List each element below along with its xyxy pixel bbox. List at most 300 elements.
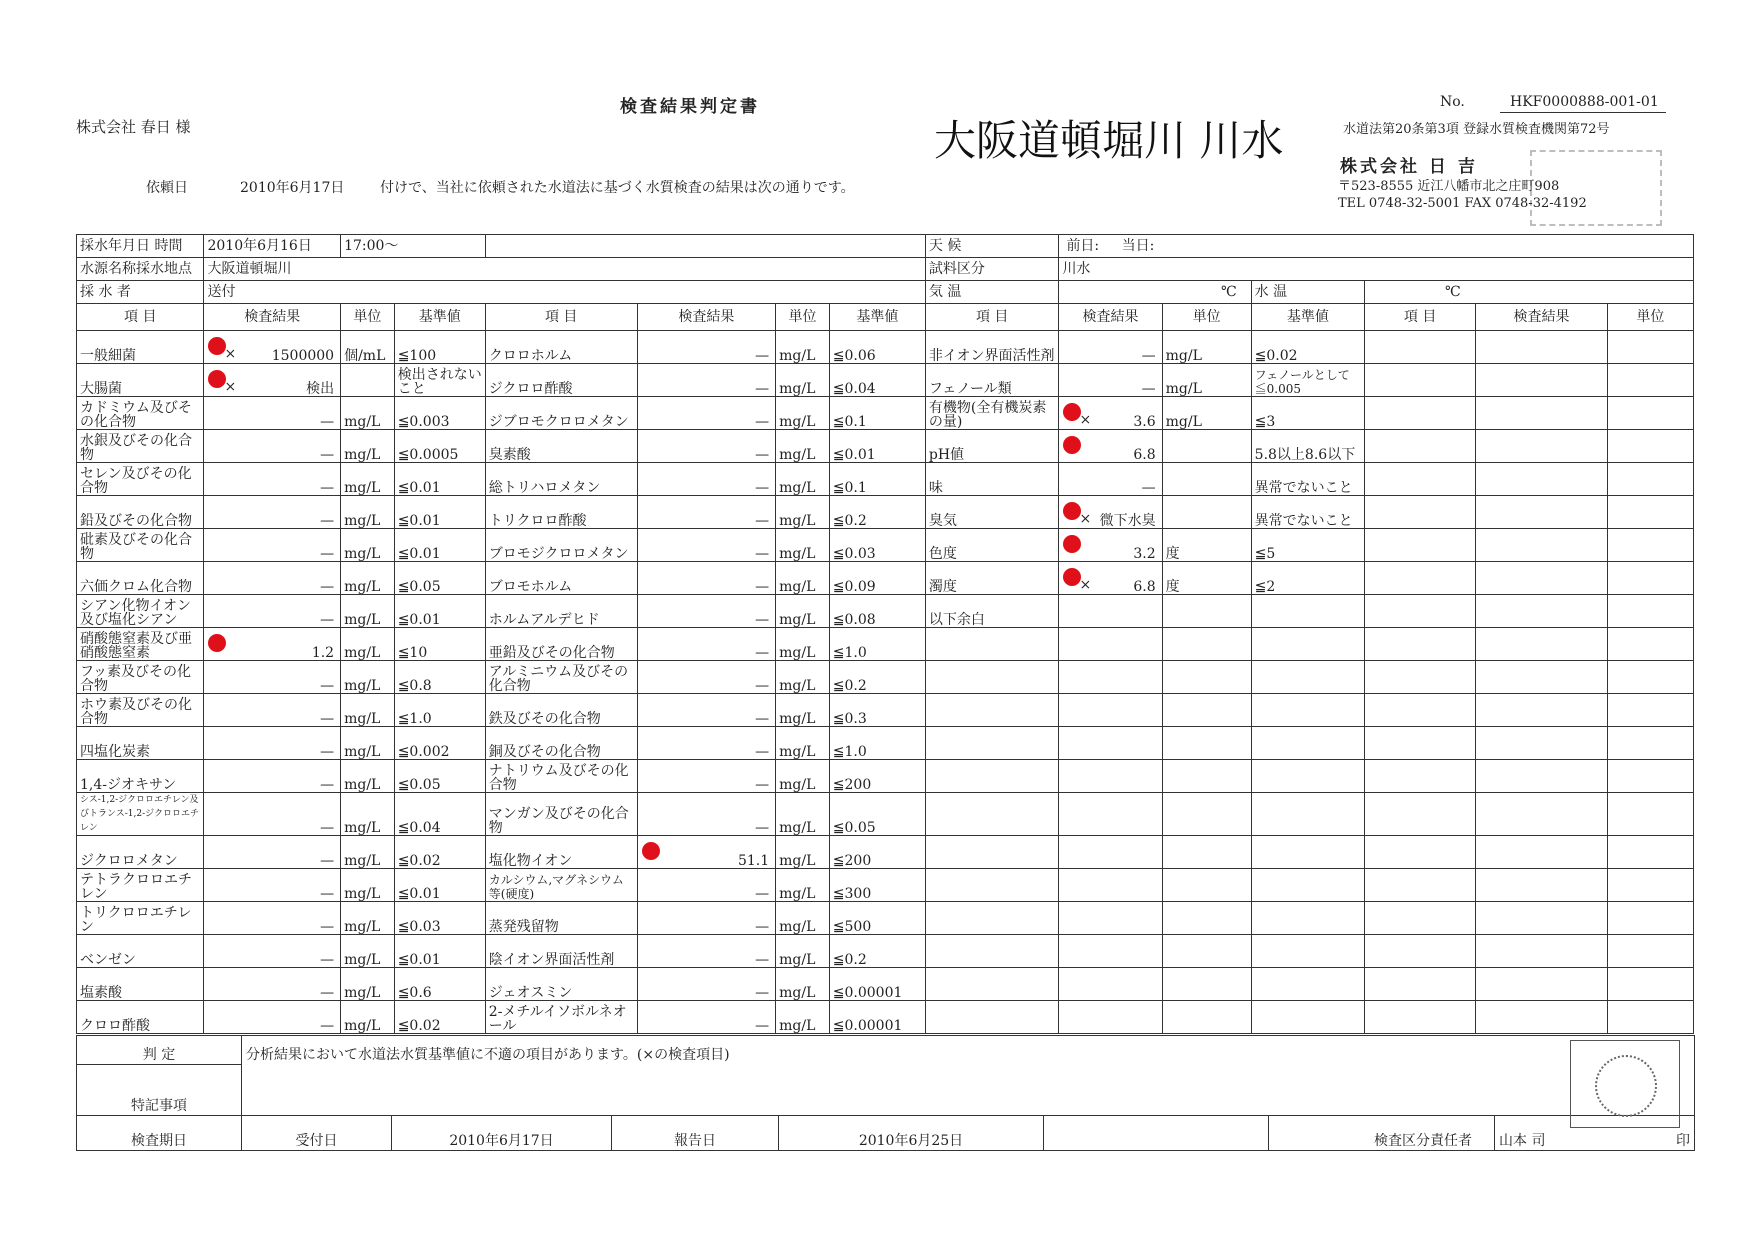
result-value: — bbox=[755, 513, 770, 529]
col1-standard bbox=[394, 463, 485, 496]
col1-item bbox=[77, 694, 204, 727]
result-value: — bbox=[755, 447, 770, 463]
col3-result bbox=[1059, 397, 1162, 430]
period-row bbox=[77, 1116, 1695, 1151]
col4-empty-cell bbox=[1476, 463, 1608, 496]
standard-value: ≦0.09 bbox=[832, 579, 876, 595]
results-table bbox=[76, 234, 1694, 1034]
col3-result bbox=[1059, 430, 1162, 463]
col4-empty-cell bbox=[1607, 1001, 1693, 1034]
col2-item bbox=[485, 496, 637, 529]
col4-item-header: 項 目 bbox=[1364, 304, 1475, 331]
col2-standard bbox=[829, 463, 925, 496]
item-name: カドミウム及びその化合物 bbox=[80, 400, 192, 430]
location-overlay-title: 大阪道頓堀川 川水 bbox=[934, 116, 1284, 165]
col1-standard bbox=[394, 793, 485, 836]
col3-standard bbox=[1251, 529, 1364, 562]
result-value: — bbox=[320, 711, 335, 727]
col1-unit-header: 単位 bbox=[341, 304, 395, 331]
result-value: — bbox=[1141, 480, 1156, 496]
col3-unit bbox=[1162, 836, 1251, 869]
col3-item bbox=[925, 364, 1059, 397]
item-name: 総トリハロメタン bbox=[488, 480, 601, 496]
col1-result bbox=[204, 836, 341, 869]
result-value: — bbox=[755, 480, 770, 496]
col3-result bbox=[1059, 793, 1162, 836]
col3-result bbox=[1059, 869, 1162, 902]
sample-type-label: 試料区分 bbox=[925, 258, 1059, 281]
item-name: 一般細菌 bbox=[80, 348, 136, 364]
col3-item bbox=[925, 902, 1059, 935]
col2-standard bbox=[829, 331, 925, 364]
unit-value: mg/L bbox=[344, 820, 381, 836]
col3-standard bbox=[1251, 902, 1364, 935]
col1-unit bbox=[341, 968, 395, 1001]
col4-empty-cell bbox=[1607, 968, 1693, 1001]
col1-item bbox=[77, 364, 204, 397]
col4-empty-cell bbox=[1364, 869, 1475, 902]
table-row bbox=[77, 595, 1694, 628]
standard-value: ≦10 bbox=[397, 645, 428, 661]
col2-item bbox=[485, 869, 637, 902]
received-date: 2010年6月17日 bbox=[392, 1116, 612, 1151]
col1-unit bbox=[341, 364, 395, 397]
col1-result bbox=[204, 463, 341, 496]
col2-standard bbox=[829, 628, 925, 661]
col2-unit bbox=[776, 463, 830, 496]
col2-standard bbox=[829, 364, 925, 397]
col1-standard bbox=[394, 869, 485, 902]
weather-previous-day: 前日: bbox=[1066, 238, 1100, 254]
unit-value: mg/L bbox=[344, 480, 381, 496]
col4-empty-cell bbox=[1364, 793, 1475, 836]
col1-unit bbox=[341, 793, 395, 836]
col2-unit bbox=[776, 562, 830, 595]
col3-result bbox=[1059, 727, 1162, 760]
col1-item bbox=[77, 661, 204, 694]
result-value: — bbox=[755, 579, 770, 595]
standard-value: ≦0.002 bbox=[397, 744, 450, 760]
result-value: — bbox=[320, 985, 335, 1001]
item-name: クロロホルム bbox=[488, 348, 573, 364]
col3-standard bbox=[1251, 628, 1364, 661]
col2-unit bbox=[776, 968, 830, 1001]
col4-empty-cell bbox=[1607, 331, 1693, 364]
col4-empty-cell bbox=[1364, 430, 1475, 463]
standard-value: ≦0.05 bbox=[397, 579, 441, 595]
unit-value: mg/L bbox=[344, 513, 381, 529]
sample-datetime-label: 採水年月日 時間 bbox=[77, 235, 204, 258]
col2-result bbox=[637, 331, 776, 364]
col3-result bbox=[1059, 760, 1162, 793]
registration-authority: 水道法第20条第3項 登録水質検査機関第72号 bbox=[1343, 122, 1610, 137]
unit-value: mg/L bbox=[1165, 348, 1202, 364]
standard-value: ≦0.01 bbox=[397, 546, 441, 562]
col2-unit bbox=[776, 902, 830, 935]
col4-empty-cell bbox=[1476, 430, 1608, 463]
col2-item bbox=[485, 694, 637, 727]
unit-value: 個/mL bbox=[344, 348, 386, 364]
col2-standard bbox=[829, 397, 925, 430]
result-value: 1.2 bbox=[311, 645, 335, 661]
col3-standard bbox=[1251, 836, 1364, 869]
col3-unit bbox=[1162, 595, 1251, 628]
standard-value: ≦0.2 bbox=[832, 513, 867, 529]
table-row bbox=[77, 694, 1694, 727]
col1-standard bbox=[394, 1001, 485, 1034]
col4-empty-cell bbox=[1364, 661, 1475, 694]
result-value: — bbox=[320, 820, 335, 836]
col4-empty-cell bbox=[1476, 331, 1608, 364]
col1-result bbox=[204, 902, 341, 935]
standard-value: ≦0.05 bbox=[397, 777, 441, 793]
unit-value: mg/L bbox=[1165, 414, 1202, 430]
col2-item bbox=[485, 902, 637, 935]
col3-standard-header: 基準値 bbox=[1251, 304, 1364, 331]
col3-item bbox=[925, 869, 1059, 902]
col1-result bbox=[204, 968, 341, 1001]
water-temp-label: 水 温 bbox=[1251, 281, 1364, 304]
received-label: 受付日 bbox=[242, 1116, 392, 1151]
unit-value: mg/L bbox=[779, 853, 816, 869]
col2-item bbox=[485, 968, 637, 1001]
standard-value: ≦100 bbox=[397, 348, 437, 364]
col3-result bbox=[1059, 331, 1162, 364]
col4-unit-header: 単位 bbox=[1607, 304, 1693, 331]
col2-item bbox=[485, 397, 637, 430]
nonconformity-marker bbox=[642, 842, 660, 860]
item-name: シス-1,2-ジクロロエチレン及びトランス-1,2-ジクロロエチレン bbox=[80, 795, 199, 833]
col4-empty-cell bbox=[1476, 595, 1608, 628]
col2-item bbox=[485, 727, 637, 760]
col4-empty-cell bbox=[1607, 595, 1693, 628]
result-value: — bbox=[755, 744, 770, 760]
nonconformity-marker bbox=[1063, 436, 1081, 454]
col4-empty-cell bbox=[1607, 364, 1693, 397]
item-name: 塩素酸 bbox=[80, 985, 122, 1001]
col4-empty-cell bbox=[1364, 727, 1475, 760]
col3-item bbox=[925, 529, 1059, 562]
col1-standard bbox=[394, 661, 485, 694]
col1-result bbox=[204, 694, 341, 727]
col3-item bbox=[925, 935, 1059, 968]
unit-value: mg/L bbox=[1165, 381, 1202, 397]
result-value: — bbox=[755, 919, 770, 935]
col3-standard bbox=[1251, 661, 1364, 694]
col4-empty-cell bbox=[1364, 760, 1475, 793]
col4-empty-cell bbox=[1476, 529, 1608, 562]
col2-standard bbox=[829, 694, 925, 727]
col1-result bbox=[204, 793, 341, 836]
col3-item bbox=[925, 331, 1059, 364]
col1-item bbox=[77, 793, 204, 836]
unit-value: mg/L bbox=[344, 678, 381, 694]
col1-result bbox=[204, 430, 341, 463]
col2-standard bbox=[829, 935, 925, 968]
col4-empty-cell bbox=[1364, 397, 1475, 430]
col3-unit bbox=[1162, 529, 1251, 562]
col3-result bbox=[1059, 694, 1162, 727]
item-name: ジェオスミン bbox=[488, 985, 573, 1001]
fail-flag: × bbox=[224, 379, 237, 395]
col1-item bbox=[77, 869, 204, 902]
col3-item bbox=[925, 562, 1059, 595]
unit-value: mg/L bbox=[344, 853, 381, 869]
footer-table bbox=[76, 1035, 1695, 1151]
standard-value: ≦0.6 bbox=[397, 985, 432, 1001]
item-name: 鉄及びその化合物 bbox=[488, 711, 601, 727]
result-value: — bbox=[1141, 348, 1156, 364]
col4-empty-cell bbox=[1364, 562, 1475, 595]
unit-value: mg/L bbox=[344, 546, 381, 562]
col1-item bbox=[77, 628, 204, 661]
col2-item bbox=[485, 836, 637, 869]
standard-value: ≦0.3 bbox=[832, 711, 867, 727]
unit-value: mg/L bbox=[779, 447, 816, 463]
item-name: 砒素及びその化合物 bbox=[80, 532, 192, 562]
col4-empty-cell bbox=[1607, 562, 1693, 595]
col4-empty-cell bbox=[1607, 661, 1693, 694]
unit-value: mg/L bbox=[779, 886, 816, 902]
item-name: 亜鉛及びその化合物 bbox=[488, 645, 615, 661]
col4-empty-cell bbox=[1364, 1001, 1475, 1034]
item-name: 硝酸態窒素及び亜硝酸態窒素 bbox=[80, 631, 192, 661]
col1-unit bbox=[341, 397, 395, 430]
standard-value: ≦0.03 bbox=[832, 546, 876, 562]
item-name: 濁度 bbox=[928, 579, 957, 595]
col3-item bbox=[925, 496, 1059, 529]
table-row bbox=[77, 529, 1694, 562]
table-row bbox=[77, 562, 1694, 595]
col1-result bbox=[204, 869, 341, 902]
weather-label: 天 候 bbox=[925, 235, 1059, 258]
col1-standard bbox=[394, 968, 485, 1001]
col4-empty-cell bbox=[1476, 793, 1608, 836]
col3-unit bbox=[1162, 968, 1251, 1001]
col2-result bbox=[637, 430, 776, 463]
standard-value: ≦0.01 bbox=[397, 612, 441, 628]
col1-result bbox=[204, 727, 341, 760]
result-value: 1500000 bbox=[271, 348, 335, 364]
col3-result-header: 検査結果 bbox=[1059, 304, 1162, 331]
col4-empty-cell bbox=[1607, 628, 1693, 661]
sample-type: 川水 bbox=[1059, 258, 1694, 281]
item-name: テトラクロロエチレン bbox=[80, 872, 192, 902]
item-name: アルミニウム及びその化合物 bbox=[488, 664, 629, 694]
col3-item bbox=[925, 661, 1059, 694]
col3-unit bbox=[1162, 628, 1251, 661]
col1-result bbox=[204, 1001, 341, 1034]
sample-time: 17:00～ bbox=[341, 235, 486, 258]
col4-empty-cell bbox=[1364, 364, 1475, 397]
col1-result bbox=[204, 628, 341, 661]
col1-result bbox=[204, 935, 341, 968]
standard-value: フェノールとして≦0.005 bbox=[1254, 368, 1350, 396]
col1-standard bbox=[394, 430, 485, 463]
item-name: ベンゼン bbox=[80, 952, 136, 968]
client-name: 株式会社 春日 様 bbox=[76, 118, 191, 136]
unit-value: mg/L bbox=[779, 985, 816, 1001]
result-value: — bbox=[320, 777, 335, 793]
col2-result bbox=[637, 869, 776, 902]
result-value: — bbox=[320, 414, 335, 430]
result-value: — bbox=[320, 612, 335, 628]
remarks-label: 特記事項 bbox=[77, 1065, 242, 1116]
standard-value: ≦0.2 bbox=[832, 678, 867, 694]
judgment-row bbox=[77, 1036, 1695, 1065]
standard-value: ≦0.0005 bbox=[397, 447, 459, 463]
col4-empty-cell bbox=[1364, 694, 1475, 727]
col3-unit bbox=[1162, 727, 1251, 760]
col2-unit bbox=[776, 793, 830, 836]
standard-value: ≦3 bbox=[1254, 414, 1276, 430]
col2-item bbox=[485, 935, 637, 968]
col4-empty-cell bbox=[1607, 902, 1693, 935]
col1-item bbox=[77, 760, 204, 793]
item-name: 以下余白 bbox=[928, 612, 985, 628]
col2-unit bbox=[776, 331, 830, 364]
item-name: 蒸発残留物 bbox=[488, 919, 559, 935]
table-row bbox=[77, 760, 1694, 793]
unit-value: mg/L bbox=[779, 513, 816, 529]
item-name: 1,4-ジオキサン bbox=[80, 777, 177, 793]
fail-flag: × bbox=[1079, 577, 1092, 593]
table-row bbox=[77, 869, 1694, 902]
standard-value: ≦0.08 bbox=[832, 612, 876, 628]
unit-value: mg/L bbox=[779, 645, 816, 661]
result-value: — bbox=[320, 546, 335, 562]
col3-standard bbox=[1251, 562, 1364, 595]
result-value: — bbox=[320, 744, 335, 760]
item-name: マンガン及びその化合物 bbox=[488, 806, 629, 836]
col1-standard bbox=[394, 529, 485, 562]
col2-standard bbox=[829, 793, 925, 836]
col2-item bbox=[485, 529, 637, 562]
col3-standard bbox=[1251, 364, 1364, 397]
unit-value: mg/L bbox=[344, 777, 381, 793]
col3-unit-header: 単位 bbox=[1162, 304, 1251, 331]
col2-unit bbox=[776, 694, 830, 727]
col2-result bbox=[637, 628, 776, 661]
inspection-seal-stamp bbox=[1570, 1040, 1680, 1128]
standard-value: ≦1.0 bbox=[397, 711, 432, 727]
col3-standard bbox=[1251, 463, 1364, 496]
col2-standard bbox=[829, 430, 925, 463]
col1-unit bbox=[341, 331, 395, 364]
col4-empty-cell bbox=[1607, 869, 1693, 902]
unit-value: mg/L bbox=[344, 744, 381, 760]
col2-result bbox=[637, 364, 776, 397]
col2-unit bbox=[776, 529, 830, 562]
col3-standard bbox=[1251, 869, 1364, 902]
unit-value: mg/L bbox=[779, 546, 816, 562]
standard-value: ≦0.04 bbox=[832, 381, 876, 397]
unit-value: 度 bbox=[1165, 546, 1180, 562]
result-value: 6.8 bbox=[1133, 447, 1156, 463]
col1-item bbox=[77, 727, 204, 760]
doc-number-label: No. bbox=[1440, 94, 1465, 110]
unit-value: 度 bbox=[1165, 579, 1180, 595]
col2-unit bbox=[776, 496, 830, 529]
col1-standard bbox=[394, 694, 485, 727]
unit-value: mg/L bbox=[344, 985, 381, 1001]
standard-value: 検出されないこと bbox=[397, 367, 482, 397]
col2-result bbox=[637, 902, 776, 935]
unit-value: mg/L bbox=[779, 579, 816, 595]
item-name: クロロ酢酸 bbox=[80, 1018, 150, 1034]
col4-empty-cell bbox=[1476, 694, 1608, 727]
col4-empty-cell bbox=[1364, 463, 1475, 496]
col3-standard bbox=[1251, 727, 1364, 760]
item-name: ジブロモクロロメタン bbox=[488, 414, 629, 430]
col2-unit bbox=[776, 397, 830, 430]
unit-value: mg/L bbox=[344, 447, 381, 463]
col4-empty-cell bbox=[1476, 661, 1608, 694]
col2-standard bbox=[829, 496, 925, 529]
col4-empty-cell bbox=[1607, 496, 1693, 529]
standard-value: ≦500 bbox=[832, 919, 872, 935]
result-value: — bbox=[755, 678, 770, 694]
col4-empty-cell bbox=[1607, 430, 1693, 463]
responsible-label: 検査区分責任者 bbox=[1269, 1116, 1495, 1151]
col1-item bbox=[77, 562, 204, 595]
col1-unit bbox=[341, 529, 395, 562]
col2-unit bbox=[776, 595, 830, 628]
standard-value: ≦5 bbox=[1254, 546, 1276, 562]
col3-item bbox=[925, 595, 1059, 628]
col1-result bbox=[204, 661, 341, 694]
item-name: ブロモホルム bbox=[488, 579, 573, 595]
result-value: 6.8 bbox=[1133, 579, 1156, 595]
table-row bbox=[77, 463, 1694, 496]
sample-date: 2010年6月16日 bbox=[204, 235, 341, 258]
col3-unit bbox=[1162, 661, 1251, 694]
col2-unit bbox=[776, 661, 830, 694]
unit-value: mg/L bbox=[344, 711, 381, 727]
seal-mark: 印 bbox=[1676, 1133, 1691, 1149]
item-name: フェノール類 bbox=[928, 381, 1012, 397]
col4-empty-cell bbox=[1607, 760, 1693, 793]
col3-unit bbox=[1162, 793, 1251, 836]
item-name: トリクロロ酢酸 bbox=[488, 513, 587, 529]
item-name: 2-メチルイソボルネオール bbox=[488, 1004, 627, 1034]
col3-item bbox=[925, 1001, 1059, 1034]
col3-result bbox=[1059, 463, 1162, 496]
col1-result bbox=[204, 529, 341, 562]
item-name: フッ素及びその化合物 bbox=[80, 664, 192, 694]
col1-result bbox=[204, 397, 341, 430]
col3-unit bbox=[1162, 331, 1251, 364]
col3-unit bbox=[1162, 694, 1251, 727]
standard-value: ≦0.05 bbox=[832, 820, 876, 836]
item-name: ブロモジクロロメタン bbox=[488, 546, 629, 562]
col1-standard bbox=[394, 595, 485, 628]
standard-value: ≦300 bbox=[832, 886, 872, 902]
col3-unit bbox=[1162, 463, 1251, 496]
col4-empty-cell bbox=[1476, 364, 1608, 397]
col4-empty-cell bbox=[1607, 935, 1693, 968]
col3-item bbox=[925, 430, 1059, 463]
col3-standard bbox=[1251, 496, 1364, 529]
item-name: 大腸菌 bbox=[80, 381, 122, 397]
col1-result bbox=[204, 595, 341, 628]
item-name: 陰イオン界面活性剤 bbox=[488, 952, 615, 968]
col1-unit bbox=[341, 727, 395, 760]
item-name: トリクロロエチレン bbox=[80, 905, 192, 935]
col2-result bbox=[637, 1001, 776, 1034]
result-value: — bbox=[320, 678, 335, 694]
item-name: 四塩化炭素 bbox=[80, 744, 150, 760]
